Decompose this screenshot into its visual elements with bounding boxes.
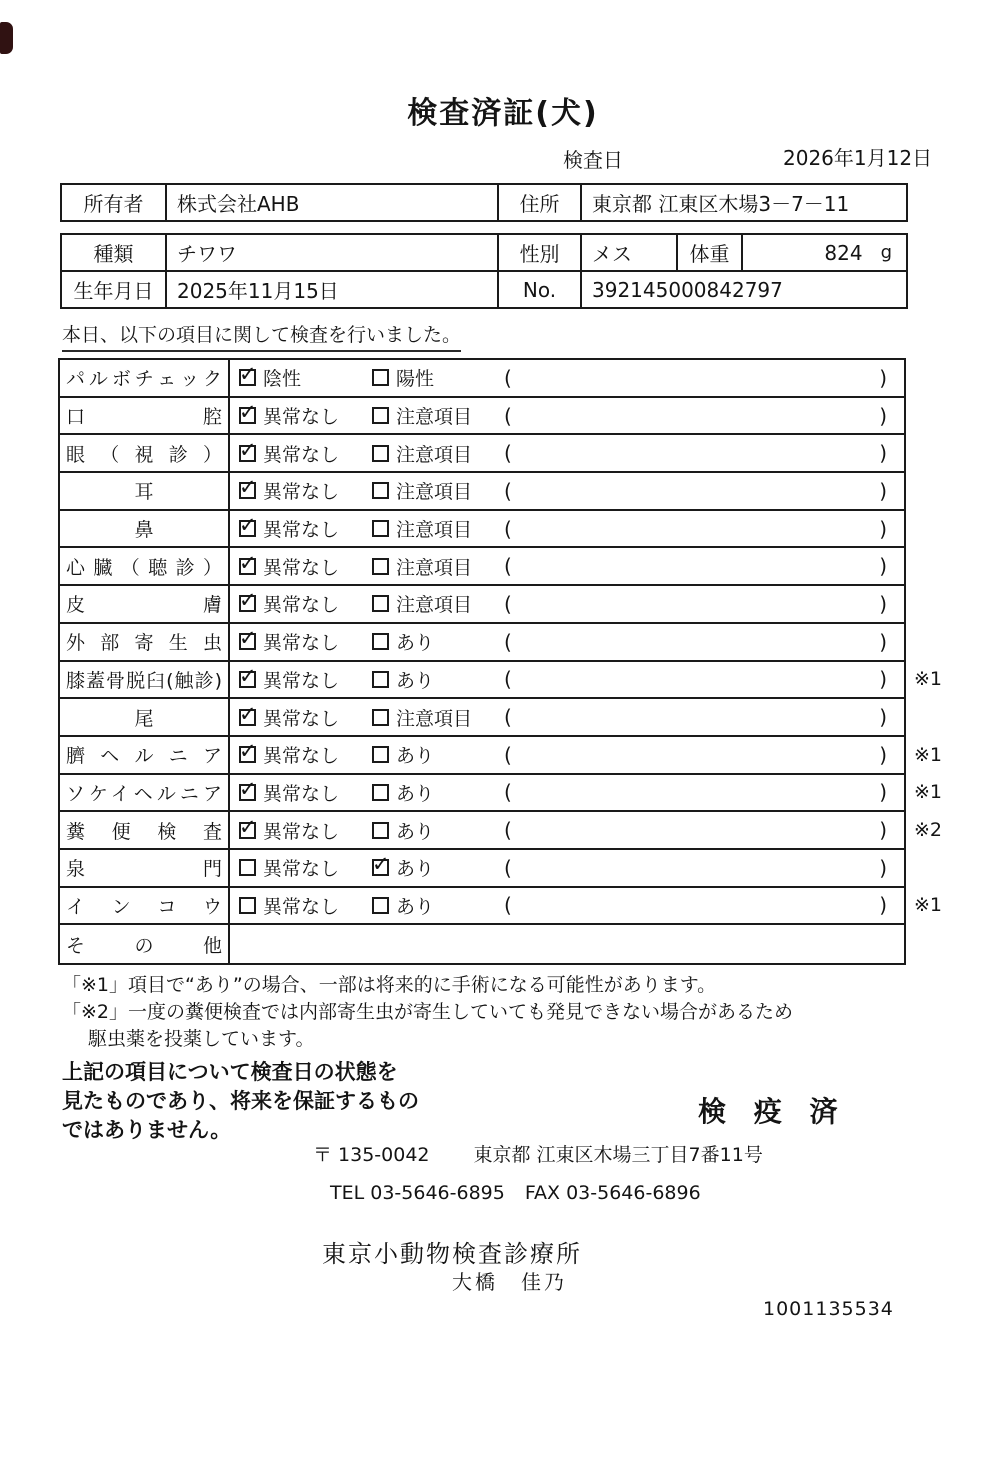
paren-close: ) [879,893,887,918]
paren-close: ) [879,554,887,579]
checkbox-icon [372,445,389,462]
row-note: ※2 [914,819,943,842]
intro-text: 本日、以下の項目に関して検査を行いました。 [62,320,461,352]
inspection-row [60,548,904,586]
result-field [498,850,904,886]
paren-close: ) [879,478,887,503]
result-field [498,586,904,622]
breed-value: チワワ [166,234,498,271]
inspection-option [363,699,498,735]
paren-open: ( [504,554,512,579]
paren-close: ) [879,780,887,805]
veterinarian-name: 大橋 佳乃 [452,1270,567,1294]
row-note: ※1 [914,781,943,804]
inspection-option [230,624,363,660]
paren-open: ( [504,667,512,692]
result-field [498,812,904,848]
inspection-row [60,699,904,737]
option-label: あり [396,895,435,918]
option-label: 異常なし [263,707,340,730]
inspection-option [363,624,498,660]
paren-open: ( [504,365,512,390]
result-field [498,775,904,811]
inspection-option [363,775,498,811]
row-note: ※1 [914,743,943,766]
clinic-fax: FAX 03-5646-6896 [524,1182,701,1204]
inspection-row [60,624,904,662]
inspection-row [60,662,943,700]
option-label: 陽性 [396,368,435,391]
checkbox-icon [239,784,256,801]
option-label: あり [396,669,435,692]
inspection-option [363,435,498,471]
result-field [498,548,904,584]
inspection-item-label: その他 [66,934,222,957]
checkbox-icon [239,595,256,612]
checkbox-icon [239,709,256,726]
breed-label: 種類 [61,234,166,271]
row-note: ※1 [914,894,943,917]
checkbox-icon [372,482,389,499]
inspection-option [230,737,363,773]
checkbox-icon [372,709,389,726]
paren-close: ) [879,742,887,767]
paren-open: ( [504,893,512,918]
result-field [498,624,904,660]
inspection-option [363,398,498,434]
postal-code: 〒 135-0042 [313,1144,430,1166]
inspection-option [363,812,498,848]
inspection-option [363,888,498,924]
paren-close: ) [879,818,887,843]
clinic-tel: TEL 03-5646-6895 [330,1182,505,1204]
result-field [498,360,904,396]
option-label: 注意項目 [396,481,473,504]
owner-table [60,183,908,222]
serial-number: 1001135534 [763,1298,894,1320]
inspection-item-label: インコウ [66,895,222,918]
inspection-option [230,812,363,848]
checkbox-icon [239,520,256,537]
clinic-tel-row [330,1182,701,1204]
paren-open: ( [504,478,512,503]
inspection-row [60,360,904,398]
inspection-row [60,435,904,473]
paren-close: ) [879,591,887,616]
inspection-item-label: 鼻 [134,519,154,542]
option-label: 異常なし [263,443,340,466]
option-label: あり [396,782,435,805]
option-label: あり [396,632,435,655]
inspection-option [230,398,363,434]
inspection-row [60,737,943,775]
paren-open: ( [504,441,512,466]
checkbox-icon [372,407,389,424]
scan-artifact [0,22,13,54]
address-value: 東京都 江東区木場3－7－11 [581,184,907,221]
no-label: No. [498,271,581,308]
inspection-option [363,586,498,622]
inspection-row [60,812,943,850]
sex-label: 性別 [498,234,581,271]
paren-open: ( [504,591,512,616]
inspection-row [60,398,904,436]
inspection-option [230,775,363,811]
result-field [498,737,904,773]
checkbox-icon [372,897,389,914]
paren-close: ) [879,516,887,541]
option-label: 注意項目 [396,707,473,730]
option-label: 異常なし [263,745,340,768]
owner-value: 株式会社AHB [166,184,498,221]
checkbox-icon [239,822,256,839]
option-label: 異常なし [263,406,340,429]
option-label: あり [396,820,435,843]
checkbox-icon [372,633,389,650]
paren-close: ) [879,441,887,466]
result-field [498,435,904,471]
inspection-item-label: パルボチェック [66,368,222,391]
inspection-row [60,511,904,549]
clinic-address: 東京都 江東区木場三丁目7番11号 [473,1144,763,1166]
inspection-item-label: ソケイヘルニア [66,782,222,805]
paren-close: ) [879,629,887,654]
inspection-item-label: 糞便検査 [66,820,222,843]
option-label: 異常なし [263,820,340,843]
option-label: 注意項目 [396,406,473,429]
checkbox-icon [239,558,256,575]
inspection-option [363,662,498,698]
paren-close: ) [879,667,887,692]
weight-unit: g [880,242,892,263]
weight-label: 体重 [677,234,742,271]
result-field [498,473,904,509]
option-label: 異常なし [263,782,340,805]
option-label: 注意項目 [396,443,473,466]
weight-cell [742,234,907,271]
result-field [498,662,904,698]
option-label: 異常なし [263,669,340,692]
inspection-item-label: 膝蓋骨脱臼(触診) [66,669,222,692]
option-label: 注意項目 [396,519,473,542]
disclaimer-line-1: 上記の項目について検査日の状態を [62,1060,398,1084]
inspection-item-label: 心臓（聴診） [66,556,222,579]
option-label: あり [396,858,435,881]
inspection-item-label: 泉門 [66,858,222,881]
inspection-item-label: 臍ヘルニア [66,745,222,768]
inspection-table [58,358,943,965]
birthdate-label: 生年月日 [61,271,166,308]
inspection-option [230,699,363,735]
inspection-option [363,850,498,886]
checkbox-icon [372,784,389,801]
inspection-option [363,360,498,396]
inspection-option [363,473,498,509]
checkbox-icon [239,746,256,763]
paren-close: ) [879,403,887,428]
sex-value: メス [581,234,677,271]
inspection-option [230,435,363,471]
result-field [498,511,904,547]
clinic-postal-row [313,1140,763,1167]
quarantine-stamp: 検 疫 済 [698,1095,847,1128]
option-label: 注意項目 [396,556,473,579]
checkbox-icon [372,520,389,537]
checkbox-icon [239,482,256,499]
option-label: 異常なし [263,895,340,918]
checkbox-icon [239,633,256,650]
inspection-rows [60,360,943,963]
inspection-row [60,473,904,511]
checkbox-icon [372,369,389,386]
option-label: 異常なし [263,594,340,617]
checkbox-icon [372,558,389,575]
checkbox-icon [239,369,256,386]
footnote-2-continued: 駆虫薬を投薬しています。 [88,1028,315,1050]
paren-open: ( [504,742,512,767]
checkbox-icon [239,445,256,462]
inspection-date-value: 2026年1月12日 [783,146,933,170]
paren-close: ) [879,705,887,730]
paren-close: ) [879,855,887,880]
inspection-option [230,548,363,584]
inspection-option [230,888,363,924]
inspection-option [363,548,498,584]
inspection-item-label: 耳 [134,481,154,504]
inspection-row [60,775,943,813]
checkbox-icon [239,859,256,876]
inspection-item-label: 眼（視診） [66,443,222,466]
disclaimer-line-2: 見たものであり、将来を保証するもの [62,1089,419,1113]
result-field [498,398,904,434]
result-field [498,888,904,924]
paren-open: ( [504,705,512,730]
footnote-1: 「※1」項目で“あり”の場合、一部は将来的に手術になる可能性があります。 [62,974,717,996]
option-label: 異常なし [263,556,340,579]
inspection-option [230,586,363,622]
no-value: 392145000842797 [581,271,907,308]
option-label: 陰性 [263,368,302,391]
address-label: 住所 [498,184,581,221]
paren-open: ( [504,855,512,880]
footnote-2: 「※2」一度の糞便検査では内部寄生虫が寄生していても発見できない場合があるため [62,1001,794,1023]
owner-label: 所有者 [61,184,166,221]
clinic-name: 東京小動物検査診療所 [322,1240,582,1268]
other-empty-field [230,925,904,963]
row-note: ※1 [914,668,943,691]
inspection-option [230,850,363,886]
option-label: 異常なし [263,481,340,504]
inspection-option [230,360,363,396]
inspection-date-label: 検査日 [563,148,623,172]
inspection-option [230,662,363,698]
inspection-item-label: 尾 [134,707,154,730]
weight-value: 824 [824,240,863,265]
option-label: 異常なし [263,632,340,655]
inspection-row [60,850,904,888]
disclaimer-line-3: ではありません。 [62,1118,232,1142]
checkbox-icon [239,897,256,914]
inspection-option [363,511,498,547]
option-label: 異常なし [263,858,340,881]
pet-table [60,233,908,309]
checkbox-icon [239,671,256,688]
inspection-option [230,511,363,547]
inspection-row-other [60,925,904,963]
checkbox-icon [372,671,389,688]
checkbox-icon [372,595,389,612]
inspection-item-label: 口腔 [66,406,222,429]
checkbox-icon [372,746,389,763]
checkbox-icon [372,859,389,876]
paren-open: ( [504,403,512,428]
paren-close: ) [879,365,887,390]
checkbox-icon [372,822,389,839]
option-label: あり [396,745,435,768]
option-label: 異常なし [263,519,340,542]
inspection-item-label: 外部寄生虫 [66,632,222,655]
option-label: 注意項目 [396,594,473,617]
checkbox-icon [239,407,256,424]
paren-open: ( [504,818,512,843]
paren-open: ( [504,629,512,654]
inspection-row [60,888,943,926]
paren-open: ( [504,780,512,805]
inspection-row [60,586,904,624]
paren-open: ( [504,516,512,541]
inspection-option [230,473,363,509]
inspection-item-label: 皮膚 [66,594,222,617]
page-title: 検査済証(犬) [407,96,599,131]
birthdate-value: 2025年11月15日 [166,271,498,308]
inspection-option [363,737,498,773]
result-field [498,699,904,735]
